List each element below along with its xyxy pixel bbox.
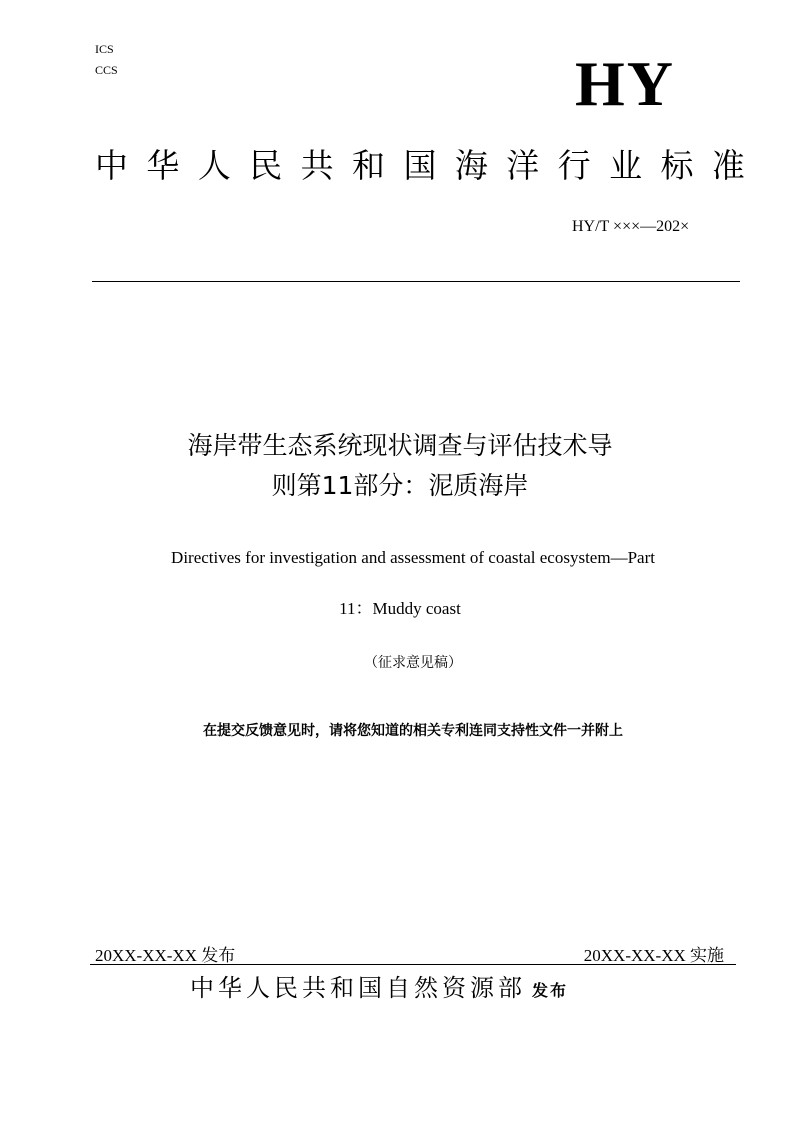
- title-char: 共: [300, 146, 334, 185]
- title-char: 民: [249, 146, 283, 185]
- issuer-name: 中华人民共和国自然资源部: [190, 974, 526, 1002]
- standard-type-title: [95, 148, 745, 184]
- issuer-suffix: 发布: [532, 981, 569, 1000]
- footer-divider: [90, 964, 736, 965]
- patent-note: 在提交反馈意见时，请将您知道的相关专利连同支持性文件一并附上: [203, 723, 623, 739]
- title-char: 人: [197, 146, 231, 185]
- publish-date: 20XX-XX-XX 发布: [95, 946, 236, 965]
- draft-status: （征求意见稿）: [364, 655, 462, 671]
- standard-number: HY/T ×××—202×: [572, 218, 690, 235]
- title-char: 海: [454, 146, 488, 185]
- hy-logo: HY: [575, 48, 675, 119]
- english-title-line-2: 11：Muddy coast: [339, 599, 461, 618]
- title-char: 标: [660, 146, 694, 185]
- ics-label: ICS: [95, 42, 114, 56]
- chinese-title-line-2: 则第11部分：泥质海岸: [271, 471, 529, 500]
- title-char: 业: [609, 146, 643, 185]
- ccs-label: CCS: [95, 63, 118, 77]
- title-char: 中: [95, 146, 128, 185]
- effective-date: 20XX-XX-XX 实施: [583, 946, 724, 965]
- issuer: [190, 968, 568, 1003]
- title-char: 准: [711, 146, 745, 185]
- title-char: 华: [146, 146, 180, 185]
- chinese-title-line-1: 海岸带生态系统现状调查与评估技术导: [187, 431, 613, 460]
- title-char: 国: [403, 146, 437, 185]
- title-char: 行: [557, 146, 591, 185]
- english-title-line-1: Directives for investigation and assessment of coastal ecosystem—Part: [171, 548, 655, 567]
- title-char: 和: [352, 146, 386, 185]
- header-divider: [92, 281, 740, 282]
- title-char: 洋: [506, 146, 540, 185]
